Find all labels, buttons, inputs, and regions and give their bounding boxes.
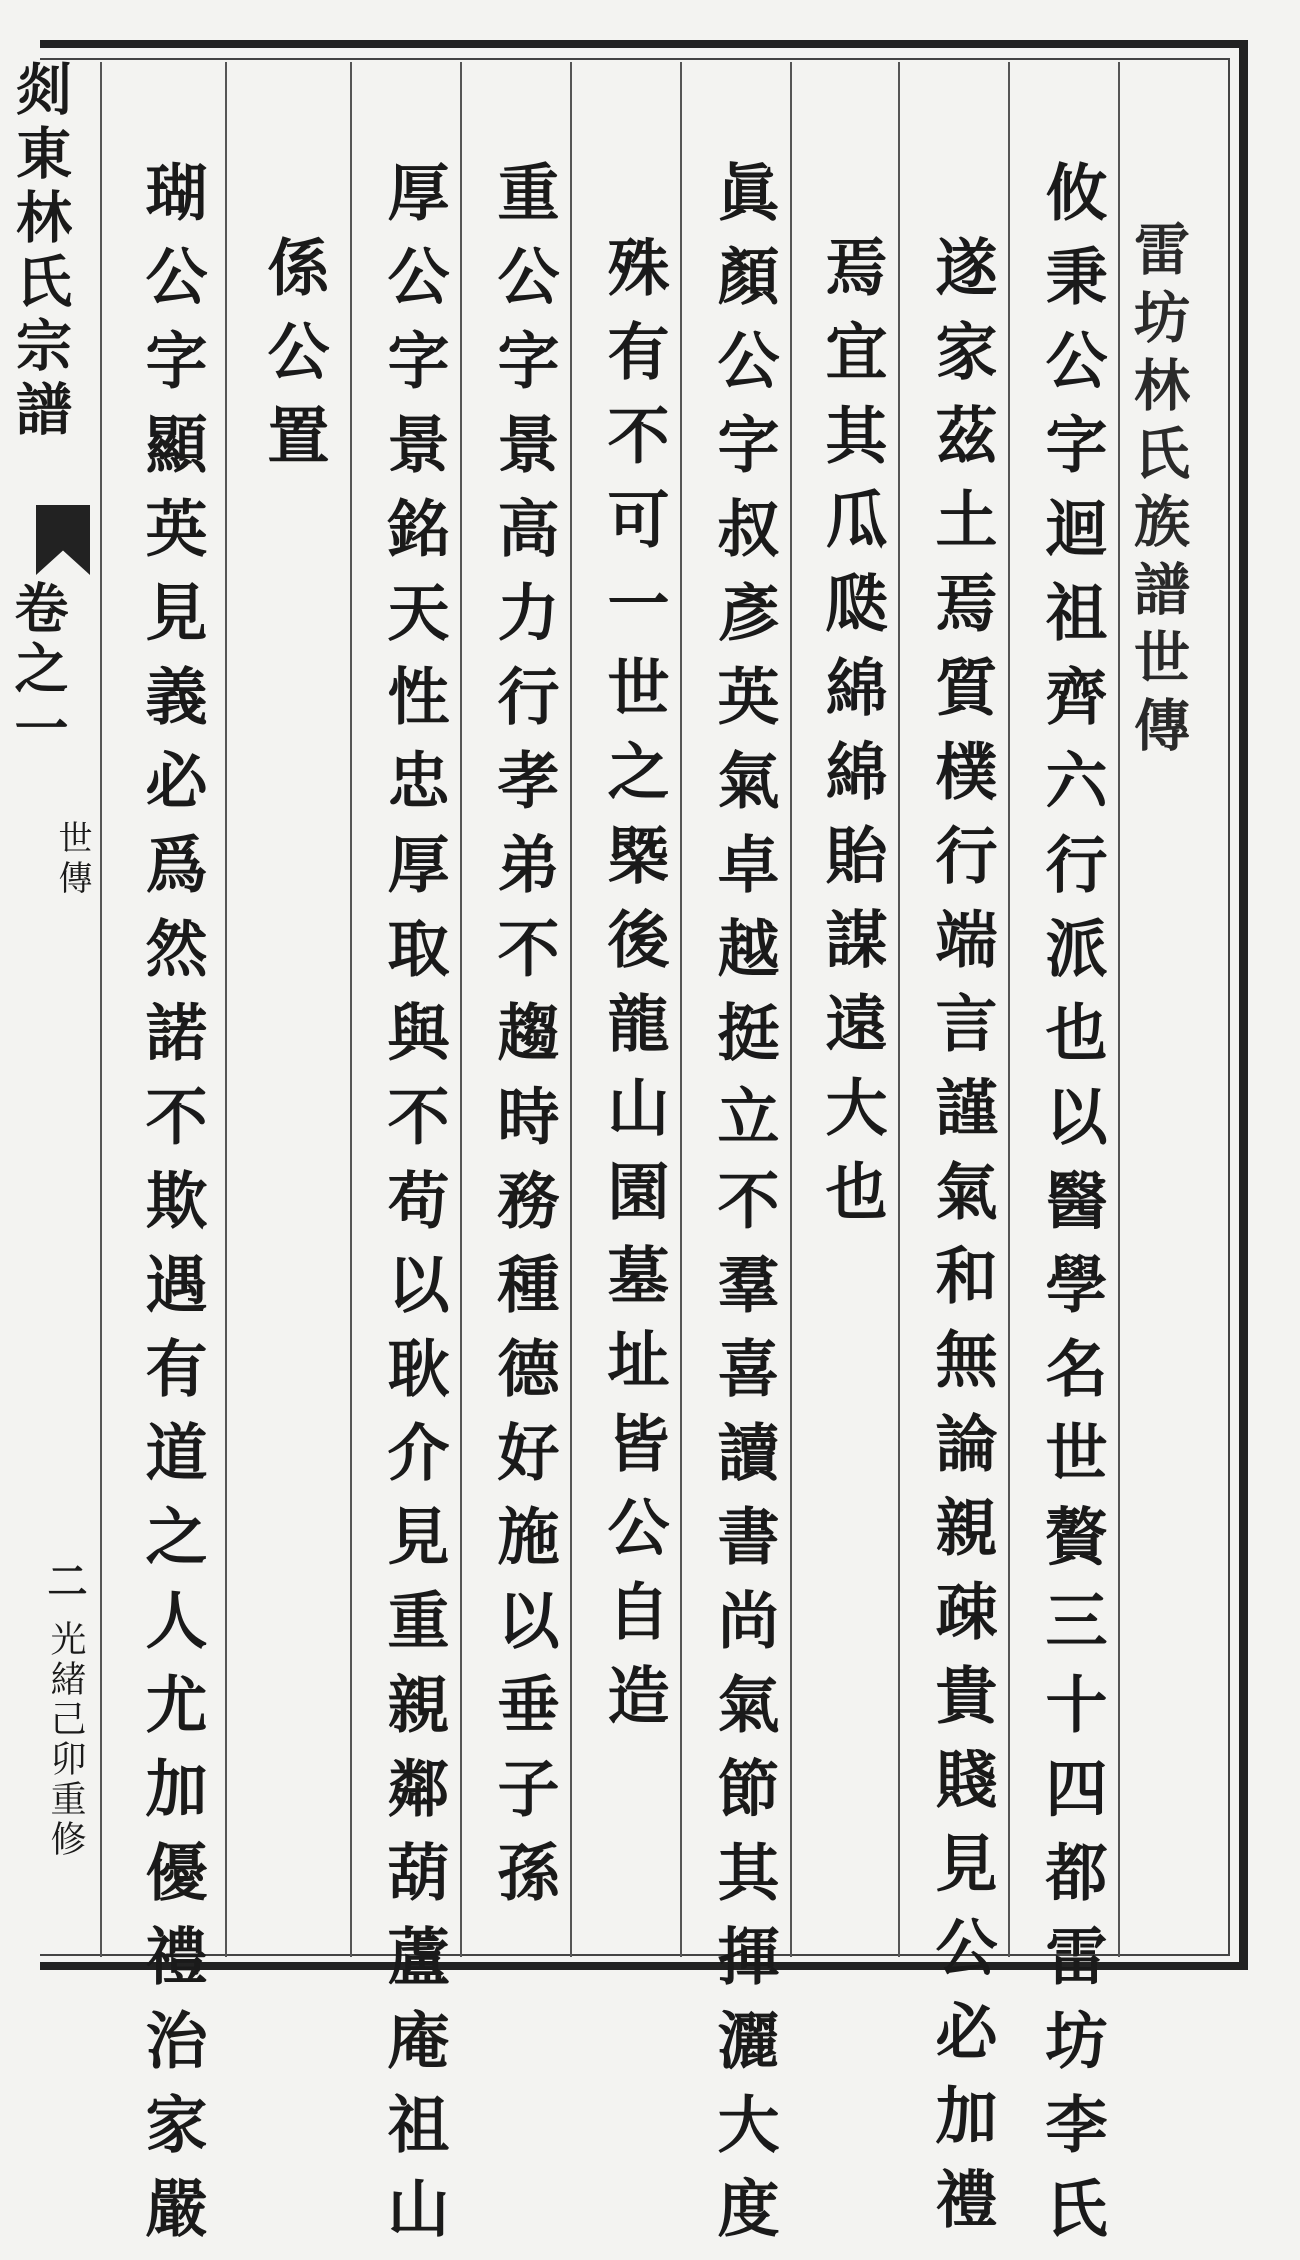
column-rule	[790, 62, 792, 1957]
page-number: 二	[41, 1560, 88, 1600]
text-column: 攸秉公字迴祖齊六行派也以醫學名世贅三十四都雷坊李氏	[1035, 160, 1108, 2260]
edition-note: 光緒己卯重修	[45, 1620, 86, 1860]
column-rule	[680, 62, 682, 1957]
book-title: 剡東林氏宗譜	[7, 60, 73, 444]
column-rule	[225, 62, 227, 1957]
column-rule	[898, 62, 900, 1957]
margin-rule	[100, 62, 102, 1957]
volume-label: 卷之一	[6, 580, 70, 760]
text-column: 眞顏公字叔彥英氣卓越挺立不羣喜讀書尚氣節其揮灑大度	[707, 160, 780, 2260]
section-label: 世傳	[52, 820, 92, 900]
column-rule	[1008, 62, 1010, 1957]
text-column: 焉宜其瓜瓞綿綿貽謀遠大也	[815, 235, 888, 1243]
column-rule	[460, 62, 462, 1957]
text-column: 遂家茲土焉質樸行端言謹氣和無論親疎貴賤見公必加禮	[925, 235, 998, 2251]
text-column: 殊有不可一世之槩後龍山園墓址皆公自造	[597, 235, 670, 1747]
column-rule	[350, 62, 352, 1957]
chapter-heading: 雷坊林氏族譜世傳	[1125, 220, 1191, 764]
column-rule	[570, 62, 572, 1957]
text-column: 係公置	[257, 235, 330, 487]
text-column: 重公字景高力行孝弟不趨時務種德好施以垂子孫	[487, 160, 560, 1924]
text-column: 厚公字景銘天性忠厚取與不苟以耿介見重親鄰葫蘆庵祖山	[377, 160, 450, 2260]
text-column: 瑚公字顯英見義必爲然諾不欺遇有道之人尤加優禮治家嚴	[135, 160, 208, 2260]
